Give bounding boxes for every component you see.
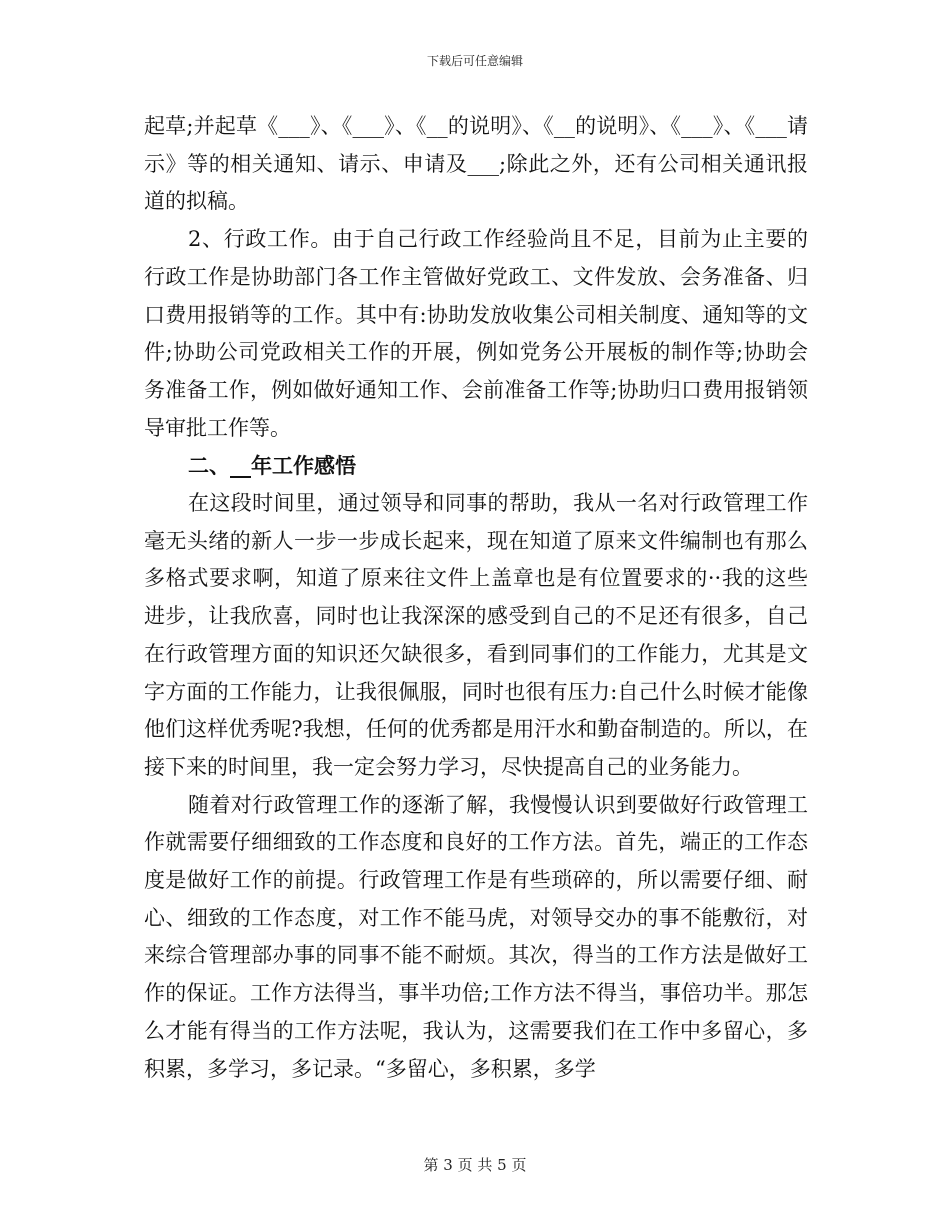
document-body — [144, 108, 808, 1088]
paragraph-2: 2、行政工作。由于自己行政工作经验尚且不足，目前为止主要的行政工作是协助部门各工作主管做好党政工、文件发放、会务准备、归口费用报销等的工作。其中有:协助发放收集公司相关制度、通知等的文件;协助公司党政相关工作的开展，例如党务公开展板的制作等;协助会务准备工作，例如做好通知工作、会前准备工作等;协助归口费用报销领导审批工作等。 — [144, 227, 808, 440]
page-header: 下载后可任意编辑 — [426, 54, 523, 68]
page-footer: 第 3 页 共 5 页 — [423, 1156, 527, 1174]
section-heading: 二、__年工作感悟 — [188, 453, 356, 479]
paragraph-4: 随着对行政管理工作的逐渐了解，我慢慢认识到要做好行政管理工作就需要仔细细致的工作态度和良好的工作方法。首先，端正的工作态度是做好工作的前提。行政管理工作是有些琐碎的，所以需要仔细、耐心、细致的工作态度，对工作不能马虎，对领导交办的事不能敷衍，对来综合管理部办事的同事不能不耐烦。其次，得当的工作方法是做好工作的保证。工作方法得当，事半功倍;工作方法不得当，事倍功半。那怎么才能有得当的工作方法呢，我认为，这需要我们在工作中多留心，多积累，多学习，多记录。“多留心，多积累，多学 — [144, 792, 808, 1081]
paragraph-3: 在这段时间里，通过领导和同事的帮助，我从一名对行政管理工作毫无头绪的新人一步一步成长起来，现在知道了原来文件编制也有那么多格式要求啊，知道了原来往文件上盖章也是有位置要求的··我的这些进步，让我欣喜，同时也让我深深的感受到自己的不足还有很多，自己在行政管理方面的知识还欠缺很多，看到同事们的工作能力，尤其是文字方面的工作能力，让我很佩服，同时也很有压力:自己什么时候才能像他们这样优秀呢?我想，任何的优秀都是用汗水和勤奋制造的。所以，在接下来的时间里，我一定会努力学习，尽快提高自己的业务能力。 — [144, 491, 808, 779]
paragraph-1: 起草;并起草《___》、《___》、《__的说明》、《__的说明》、《___》、《___请示》等的相关通知、请示、申请及___;除此之外，还有公司相关通讯报道的拟稿。 — [144, 114, 808, 214]
